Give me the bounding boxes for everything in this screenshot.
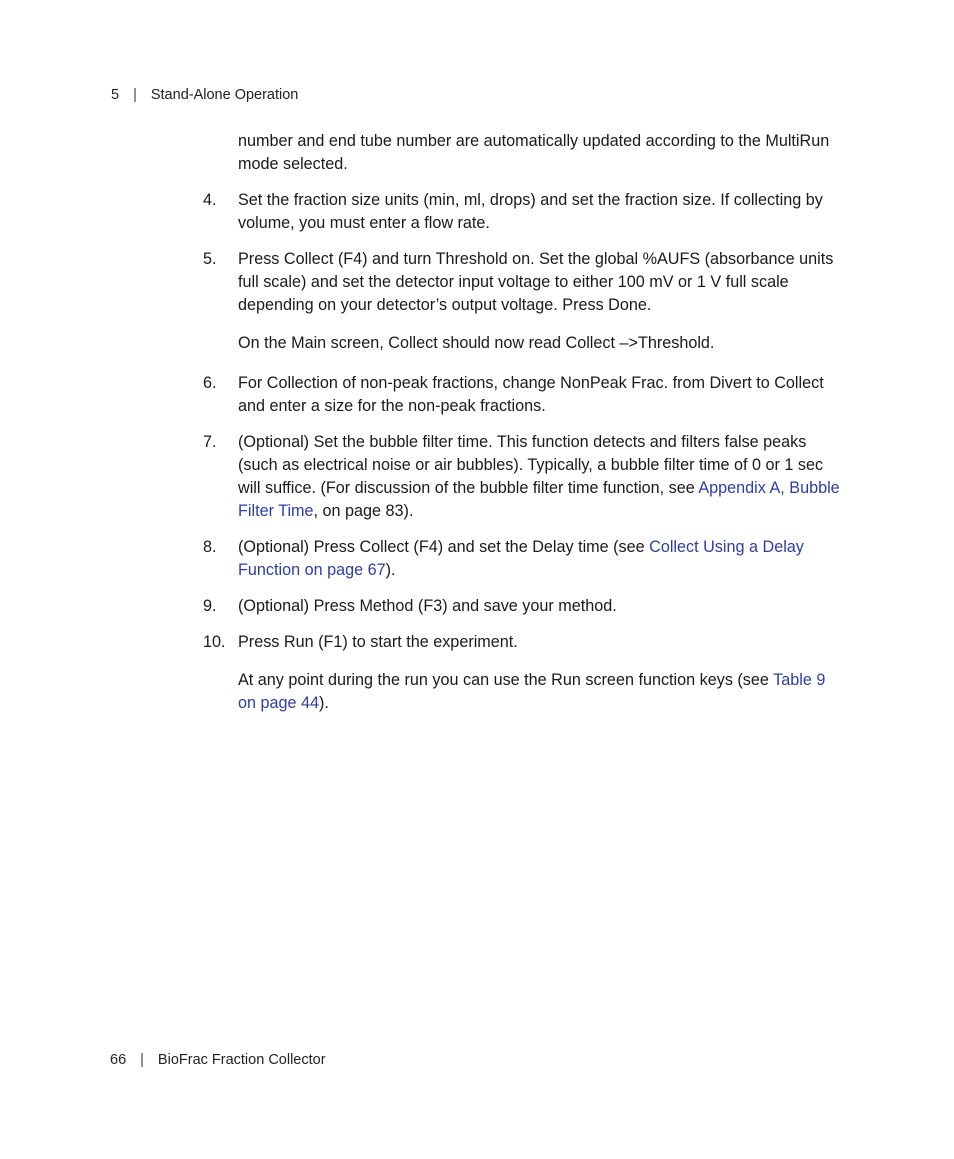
step-6: [200, 372, 840, 418]
step-5-note: On the Main screen, Collect should now read Collect –>Threshold.: [238, 334, 715, 352]
note-text-part: ).: [319, 694, 329, 712]
step-number: 6.: [203, 374, 217, 392]
step-number: 9.: [203, 597, 217, 615]
step-9: [200, 595, 840, 618]
footer-separator: |: [140, 1052, 144, 1068]
step-text-part: (Optional) Press Collect (F4) and set the Delay time (see: [238, 538, 650, 556]
appendix-a-link[interactable]: Appendix A, Bubble Filter Time: [238, 479, 840, 520]
document-title: BioFrac Fraction Collector: [157, 1052, 326, 1068]
running-footer: [110, 1052, 326, 1068]
step-text: Press Run (F1) to start the experiment.: [238, 633, 518, 651]
collect-delay-link[interactable]: Collect Using a Delay Function on page 67: [238, 538, 804, 579]
running-header: [111, 87, 298, 103]
table-9-link[interactable]: Table 9 on page 44: [238, 671, 826, 712]
step-text: [238, 431, 840, 523]
step-text: [238, 536, 840, 582]
step-number: 4.: [203, 191, 217, 209]
step-8: [200, 536, 840, 582]
chapter-number: 5: [111, 87, 120, 103]
header-separator: |: [133, 87, 137, 103]
step-text: Press Collect (F4) and turn Threshold on. Set the global %AUFS (absorbance units full scale) and set the detector input voltage to either 100 mV or 1 V full scale depending on your detector’s output voltage. Press Done.: [238, 250, 834, 314]
step-4: [200, 189, 840, 235]
step-10: [200, 631, 840, 654]
step-number: 7.: [203, 433, 217, 451]
step-5: [200, 248, 840, 317]
step-7: [200, 431, 840, 523]
step-number: 10.: [203, 633, 226, 651]
step-10-note: [238, 669, 840, 715]
chapter-title: Stand-Alone Operation: [150, 87, 299, 103]
step-text: (Optional) Press Method (F3) and save your method.: [238, 597, 617, 615]
note-text-part: At any point during the run you can use the Run screen function keys (see: [238, 671, 774, 689]
step-text: For Collection of non-peak fractions, change NonPeak Frac. from Divert to Collect and enter a size for the non-peak fractions.: [238, 374, 824, 415]
intro-paragraph: number and end tube number are automatically updated according to the MultiRun mode selected.: [238, 132, 830, 173]
page-body: [200, 130, 840, 715]
step-number: 8.: [203, 538, 217, 556]
step-text: Set the fraction size units (min, ml, drops) and set the fraction size. If collecting by volume, you must enter a flow rate.: [238, 191, 823, 232]
step-text-part: (Optional) Set the bubble filter time. This function detects and filters false peaks (such as electrical noise or air bubbles). Typically, a bubble filter time of 0 or 1 sec will suffice. (For discussion of the bubble filter time function, see: [238, 433, 824, 497]
step-text-part: ).: [385, 561, 396, 579]
page-number: 66: [110, 1052, 127, 1068]
step-text-part: , on page 83).: [313, 502, 414, 520]
step-number: 5.: [203, 250, 217, 268]
